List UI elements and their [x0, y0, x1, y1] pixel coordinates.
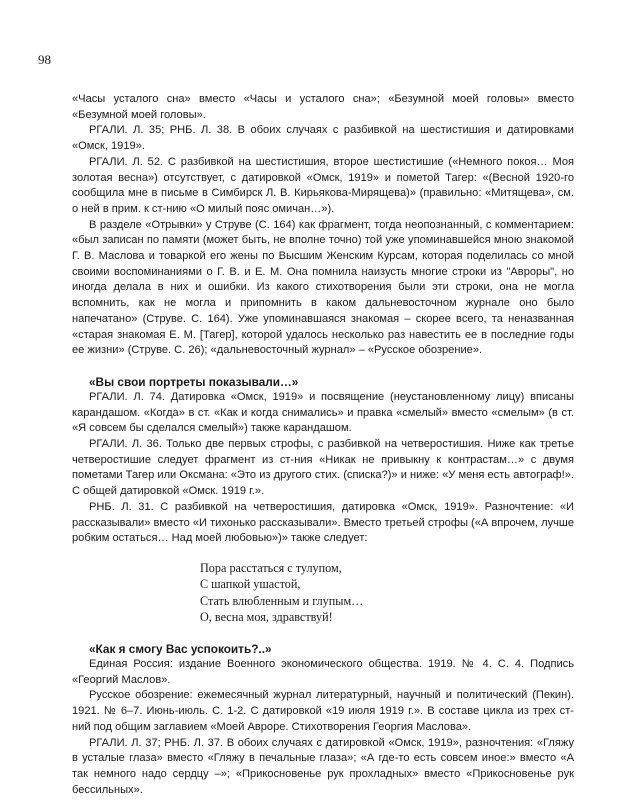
- poem-line: Пора расстаться с тулупом,: [200, 560, 342, 575]
- section-heading: «Как я смогу Вас успокоить?..»: [89, 641, 272, 656]
- poem-line: О, весна моя, здравствуй!: [200, 610, 333, 625]
- section-heading: «Вы свои портреты показывали…»: [89, 374, 299, 389]
- poem-line: Стать влюбленным и глупым…: [200, 593, 364, 608]
- paragraph: РГАЛИ. Л. 36. Только две первых строфы, с разбивкой на четверостишия. Ниже как третье четверостишие следует фрагмент из ст-ния «Никак не привыкну к контрастам…» с двумя пометами Тагер или Оксмана: «Это из другого стих. (списка?)» и ниже: «У меня есть автограф!». С общей датировкой «Омск. 1919 г.».: [72, 438, 574, 498]
- paragraph: Единая Россия: издание Военного экономического общества. 1919. № 4. С. 4. Подпись «Георгий Маслов».: [72, 657, 574, 686]
- poem-line: С шапкой ушастой,: [200, 577, 301, 592]
- paragraph: Русское обозрение: ежемесячный журнал литературный, научный и политический (Пекин). 1921. № 6–7. Июнь-июль. С. 1-2. С датировкой «19 июля 1919 г.». В составе цикла из трех ст-ний под общим заглавием «Моей Авроре. Стихотворения Георгия Маслова».: [72, 689, 574, 733]
- page-body: [72, 92, 574, 798]
- paragraph: РГАЛИ. Л. 74. Датировка «Омск, 1919» и посвящение (неустановленному лицу) вписаны карандашом. «Когда» в ст. «Как и когда снимались» и правка «смелый» вместо «смелым» (в ст. «Я совсем бы сделался смелый») также карандашом.: [72, 390, 574, 435]
- paragraph: РГАЛИ. Л. 35; РНБ. Л. 38. В обоих случаях с разбивкой на шестистишия и датировками «Омск, 1919».: [72, 124, 574, 153]
- paragraph: РГАЛИ. Л. 37; РНБ. Л. 37. В обоих случаях с датировкой «Омск, 1919», разночтения: «Гляжу в усталые глаза» вместо «Гляжу в печальные глаза»; «А где-то есть совсем иное:» вместо «А так немного надо сердцу –»; «Прикосновенье рук прохладных» вместо «Прикосновенье рук бессильных».: [72, 736, 574, 796]
- page-number: 98: [38, 52, 51, 67]
- poem-quote: [200, 560, 574, 626]
- paragraph: РНБ. Л. 31. С разбивкой на четверостишия, датировка «Омск, 1919». Разночтение: «И рассказывали» вместо «И тихонько рассказывали». Вместо третьей строфы («А впрочем, лучше робким остаться… Над моей любовью»)» также следует:: [72, 500, 574, 545]
- paragraph: РГАЛИ. Л. 52. С разбивкой на шестистишия, второе шестистишие («Немного покоя… Моя золотая весна») отсутствует, с датировкой «Омск, 1919» и пометой Тагер: «(Весной 1920-го сообщила мне в письме в Симбирск Л. В. Кирьякова-Мирящева)» (правильно: «Митящева», см. о ней в прим. к ст-нию «О милый пояс омичан…»).: [72, 155, 574, 215]
- paragraph: В разделе «Отрывки» у Струве (С. 164) как фрагмент, тогда неопознанный, с комментарием: «был записан по памяти (может быть, не вполне точно) той уже упоминавшейся мною знакомой Г. В. Маслова и товаркой его жены по Высшим Женским Курсам, которая поделилась со мной своими воспоминаниями о Г. В. и Е. М. Она помнила наизусть многие строки из "Авроры", но иногда делала в них и ошибки. Из какого стихотворения были эти строки, она не могла вспомнить, как не могла и припомнить в каком дальневосточном журнале оно было напечатано» (Струве. С. 164). Уже упоминавшаяся знакомая – скорее всего, та неназванная «старая знакомая Е. М. [Тагер], которой удалось несколько раз навестить ее в последние годы ее жизни» (Струве. С. 26); «дальневосточный журнал» – «Русское обозрение».: [72, 218, 574, 357]
- paragraph: «Часы усталого сна» вместо «Часы и усталого сна»; «Безумной моей головы» вместо «Безумной моей головы».: [72, 93, 574, 121]
